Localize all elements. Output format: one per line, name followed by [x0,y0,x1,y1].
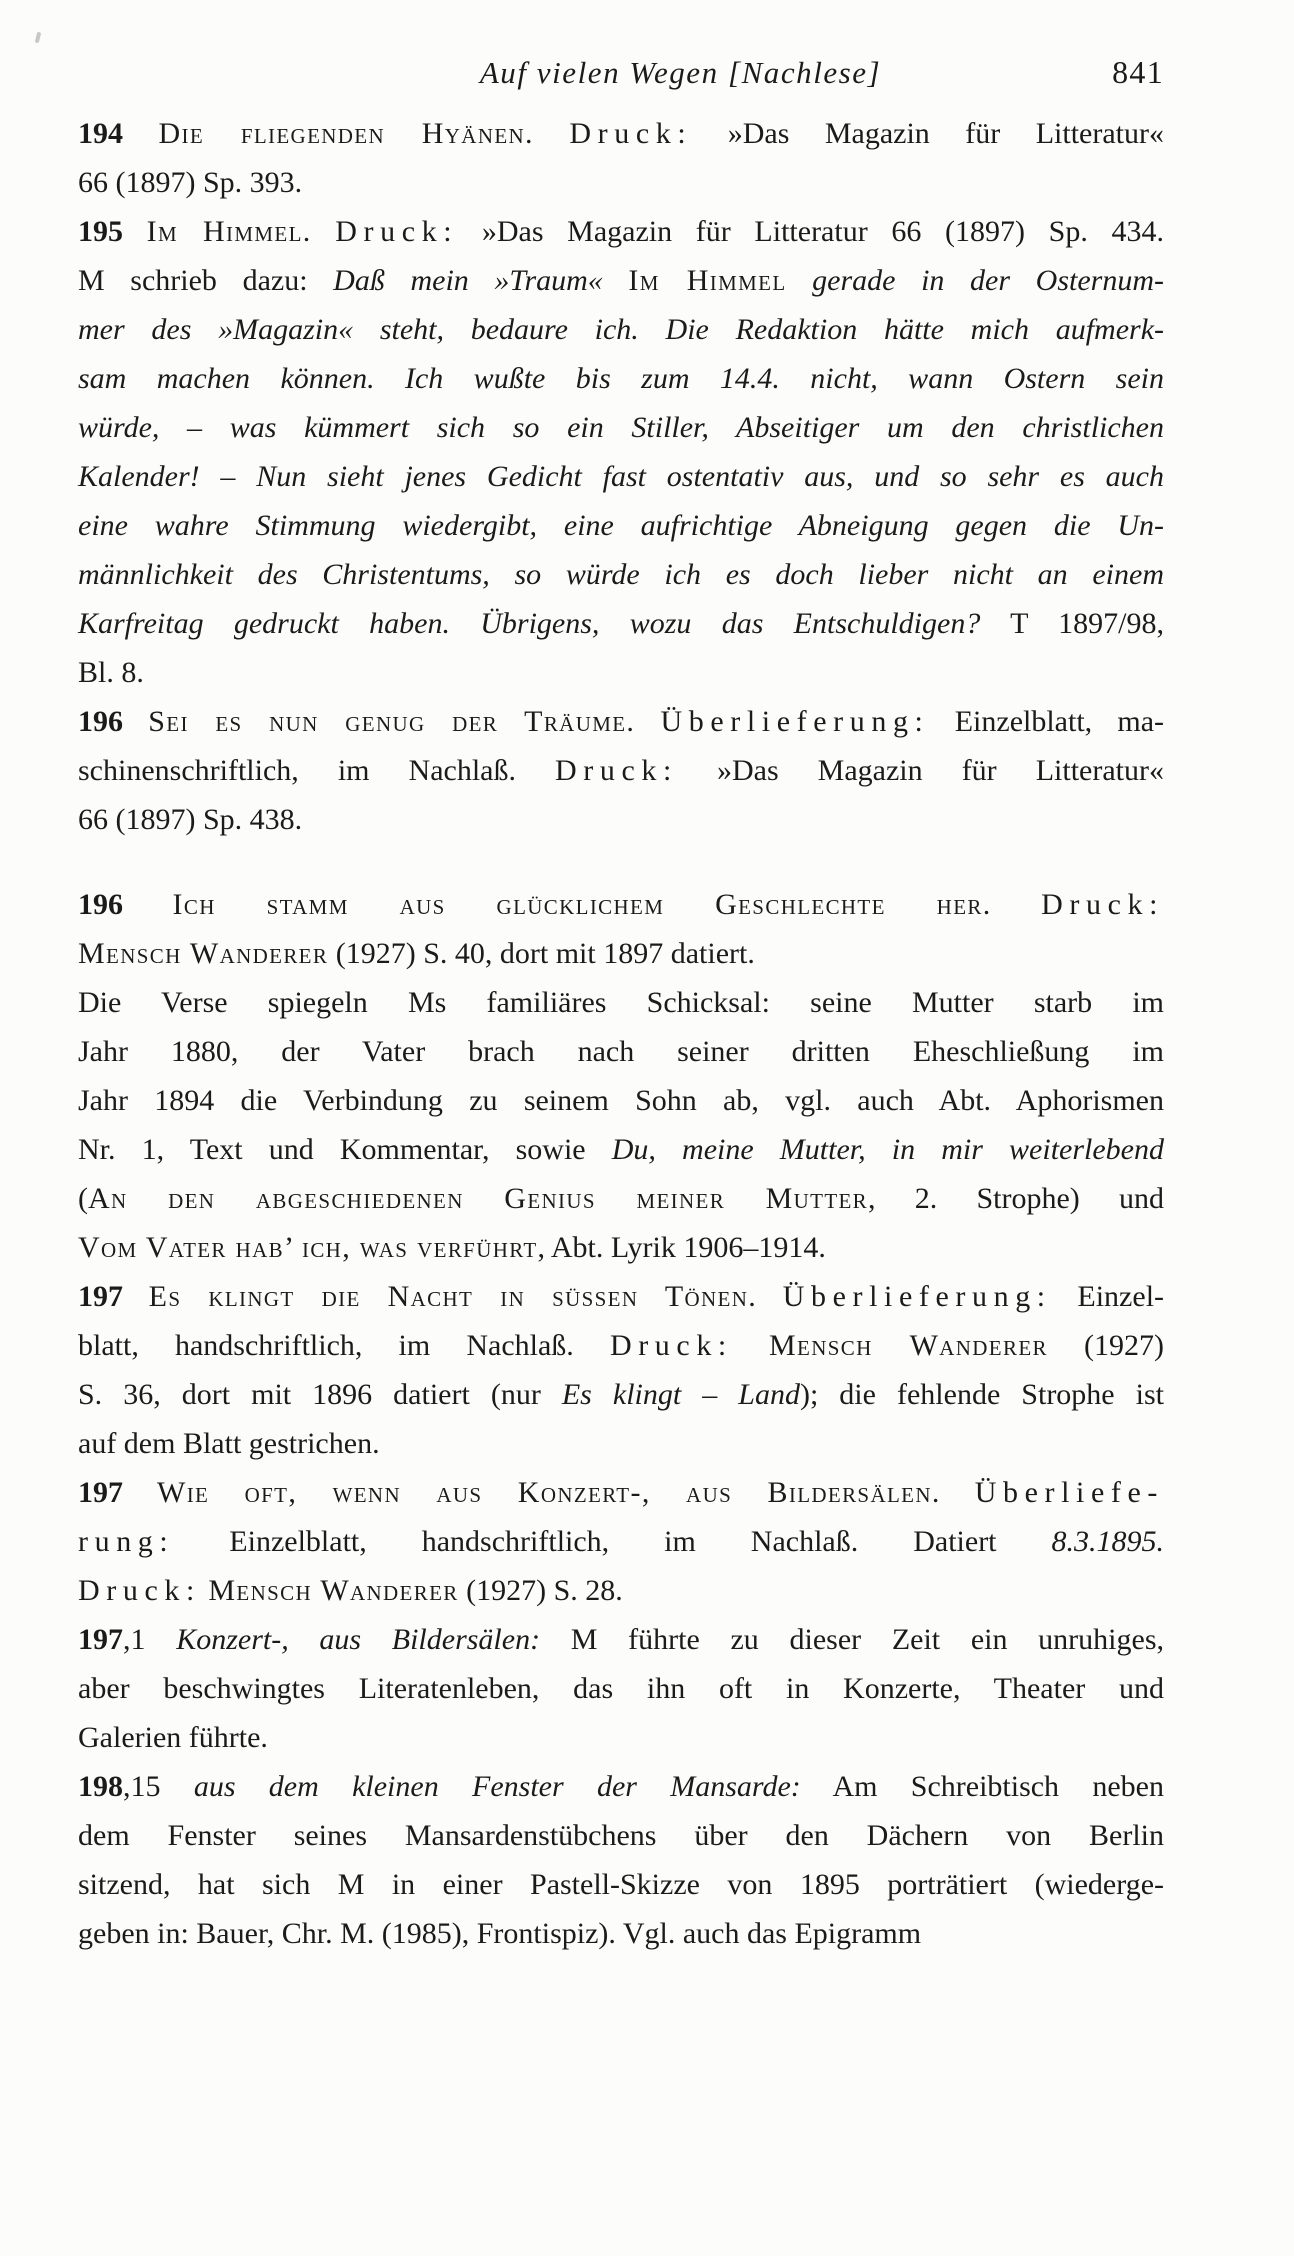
text-segment [941,1476,975,1509]
text-line [78,109,1164,158]
text-segment: männlichkeit des Christentums, so würde ich es doch lieber nicht an einem [78,558,1164,591]
text-line [78,1174,1164,1223]
entry-paragraph [78,1468,1164,1615]
text-line [78,354,1164,403]
text-segment: M führte zu dieser Zeit ein unruhiges, [540,1623,1164,1656]
text-segment: Nr. 1, Text und Kommentar, sowie [78,1133,612,1166]
text-segment [992,888,1042,921]
text-segment [635,705,660,738]
text-line [78,501,1164,550]
text-segment: 196 [78,705,149,738]
text-segment: Karfreitag gedruckt haben. Übrigens, wozu das Entschuldigen? [78,607,981,640]
text-segment: dem Fenster seines Mansardenstübchens über den Dächern von Berlin [78,1819,1164,1852]
entry-paragraph [78,1272,1164,1468]
text-segment: T 1897/98, [980,607,1165,640]
entry-paragraph [78,697,1164,844]
entry-paragraph [78,1762,1164,1958]
text-segment: Überliefe- [974,1476,1165,1509]
text-segment: Wie oft, wenn aus Konzert-, aus Bildersälen. [157,1476,941,1509]
text-segment: Galerien führte. [78,1721,268,1754]
text-line [78,1076,1164,1125]
text-segment: ( [78,1182,88,1215]
text-line [78,795,1164,844]
text-segment: Mensch Wanderer [208,1574,459,1607]
text-line [78,256,1164,305]
text-segment [312,215,336,248]
page-number: 841 [1112,54,1164,90]
text-line [78,452,1164,501]
running-head-title: Auf vielen Wegen [Nachlese] [479,55,882,90]
text-segment: (1927) S. 40, dort mit 1897 datiert. [328,937,755,970]
text-segment: (1927) S. 28. [458,1574,623,1607]
text-segment: Druck: [78,1574,201,1607]
text-line [78,1321,1164,1370]
text-segment: (1927) [1047,1329,1164,1362]
text-segment: Die Verse spiegeln Ms familiäres Schicksal: seine Mutter starb im [78,986,1164,1019]
text-segment: »Das Magazin für Litteratur« [692,117,1164,150]
text-segment: 197 [78,1623,123,1656]
entry-paragraph [78,109,1164,207]
text-line [78,929,1164,978]
text-segment: 196 [78,888,173,921]
entry-paragraph [78,880,1164,1272]
text-line [78,1860,1164,1909]
text-segment: sitzend, hat sich M in einer Pastell-Skizze von 1895 porträtiert (wiederge- [78,1868,1164,1901]
commentary-text-block [78,109,1164,1958]
entry-paragraph [78,1615,1164,1762]
text-segment: Es klingt die Nacht in süssen Tönen. [148,1280,758,1313]
text-segment: würde, – was kümmert sich so ein Stiller, Abseitiger um den christlichen [78,411,1164,444]
text-line [78,978,1164,1027]
text-segment: 66 (1897) Sp. 393. [78,166,303,199]
text-segment: , Abt. Lyrik 1906–1914. [537,1231,826,1264]
text-segment: Mensch Wanderer [78,937,329,970]
text-segment: 195 [78,215,147,248]
text-segment: Im Himmel. [146,215,312,248]
text-segment: ); die fehlende Strophe ist [799,1378,1164,1411]
text-segment [733,1329,769,1362]
text-segment: eine wahre Stimmung wiedergibt, eine aufrichtige Abneigung gegen die Un- [78,509,1164,542]
text-segment: M schrieb dazu: [78,264,334,297]
scan-speck [35,32,42,44]
text-segment: Druck: [335,215,459,248]
text-line [78,550,1164,599]
text-segment: Einzelblatt, handschriftlich, im Nachlaß. Datiert [174,1525,1052,1558]
text-segment: aus dem kleinen Fenster der Mansarde: [193,1770,801,1803]
text-line [78,648,1164,697]
text-segment: Einzelblatt, ma- [929,705,1165,738]
text-segment: schinenschriftlich, im Nachlaß. [78,754,556,787]
text-segment: Druck: [1041,888,1165,921]
text-segment: Jahr 1894 die Verbindung zu seinem Sohn ab, vgl. auch Abt. Aphorismen [78,1084,1164,1117]
text-segment: Es klingt – Land [561,1378,800,1411]
text-segment: Sei es nun genug der Träume. [148,705,636,738]
text-segment [757,1280,783,1313]
text-line [78,1223,1164,1272]
running-head [78,48,1164,97]
text-segment: 194 [78,117,159,150]
text-line [78,1713,1164,1762]
text-segment: Mensch Wanderer [769,1329,1048,1362]
text-segment: Vom Vater hab’ ich, was verführt [78,1231,538,1264]
text-line [78,1027,1164,1076]
text-segment: An den abgeschiedenen Genius meiner Mutter [88,1182,869,1215]
text-line [78,1272,1164,1321]
text-segment: »Das Magazin für Litteratur 66 (1897) Sp. 434. [458,215,1164,248]
text-segment: Einzel- [1051,1280,1165,1313]
text-line [78,1517,1164,1566]
text-line [78,1615,1164,1664]
text-segment: 8.3.1895. [1051,1525,1164,1558]
text-segment: Im Himmel [628,264,787,297]
text-segment: mer des »Magazin« steht, bedaure ich. Die Redaktion hätte mich aufmerk- [78,313,1164,346]
text-segment: gerade in der Osternum- [786,264,1164,297]
text-segment: »Das Magazin für Litteratur« [677,754,1164,787]
text-segment: , 2. Strophe) und [868,1182,1164,1215]
text-line [78,158,1164,207]
text-segment: Konzert-, aus Bildersälen: [176,1623,541,1656]
text-segment: ,1 [123,1623,177,1656]
text-line [78,746,1164,795]
text-segment: Überlieferung: [782,1280,1052,1313]
text-segment: ,15 [123,1770,194,1803]
text-segment: Die fliegenden Hyänen. [158,117,534,150]
text-segment: sam machen können. Ich wußte bis zum 14.4. nicht, wann Ostern sein [78,362,1164,395]
text-segment: Du, meine Mutter, in mir weiterlebend [611,1133,1164,1166]
text-line [78,207,1164,256]
text-segment [534,117,569,150]
text-line [78,305,1164,354]
text-segment: Druck: [555,754,678,787]
text-segment: auf dem Blatt gestrichen. [78,1427,380,1460]
text-segment: 197 [78,1280,149,1313]
text-segment: 66 (1897) Sp. 438. [78,803,303,836]
text-segment: blatt, handschriftlich, im Nachlaß. [78,1329,610,1362]
text-line [78,1419,1164,1468]
text-segment: 198 [78,1770,123,1803]
text-line [78,1811,1164,1860]
text-line [78,599,1164,648]
text-segment: rung: [78,1525,175,1558]
text-line [78,1125,1164,1174]
text-line [78,1909,1164,1958]
text-segment: Daß mein »Traum« [333,264,629,297]
text-segment: Bl. 8. [78,656,144,689]
text-segment: Kalender! – Nun sieht jenes Gedicht fast ostentativ aus, und so sehr es auch [78,460,1164,493]
text-line [78,880,1164,929]
text-segment: Jahr 1880, der Vater brach nach seiner dritten Eheschließung im [78,1035,1164,1068]
entry-paragraph [78,207,1164,697]
text-line [78,1566,1164,1615]
text-segment: Überlieferung: [660,705,930,738]
text-segment: Druck: [569,117,693,150]
text-line [78,403,1164,452]
text-segment: Ich stamm aus glücklichem Geschlechte her. [172,888,992,921]
text-segment: Druck: [609,1329,733,1362]
text-line [78,1762,1164,1811]
text-line [78,697,1164,746]
text-segment: 197 [78,1476,158,1509]
text-segment: Am Schreibtisch neben [800,1770,1165,1803]
text-line [78,1664,1164,1713]
text-line [78,1370,1164,1419]
text-segment: aber beschwingtes Literatenleben, das ihn oft in Konzerte, Theater und [78,1672,1164,1705]
text-line [78,1468,1164,1517]
text-segment: geben in: Bauer, Chr. M. (1985), Frontispiz). Vgl. auch das Epigramm [78,1917,922,1950]
text-segment: S. 36, dort mit 1896 datiert (nur [78,1378,562,1411]
